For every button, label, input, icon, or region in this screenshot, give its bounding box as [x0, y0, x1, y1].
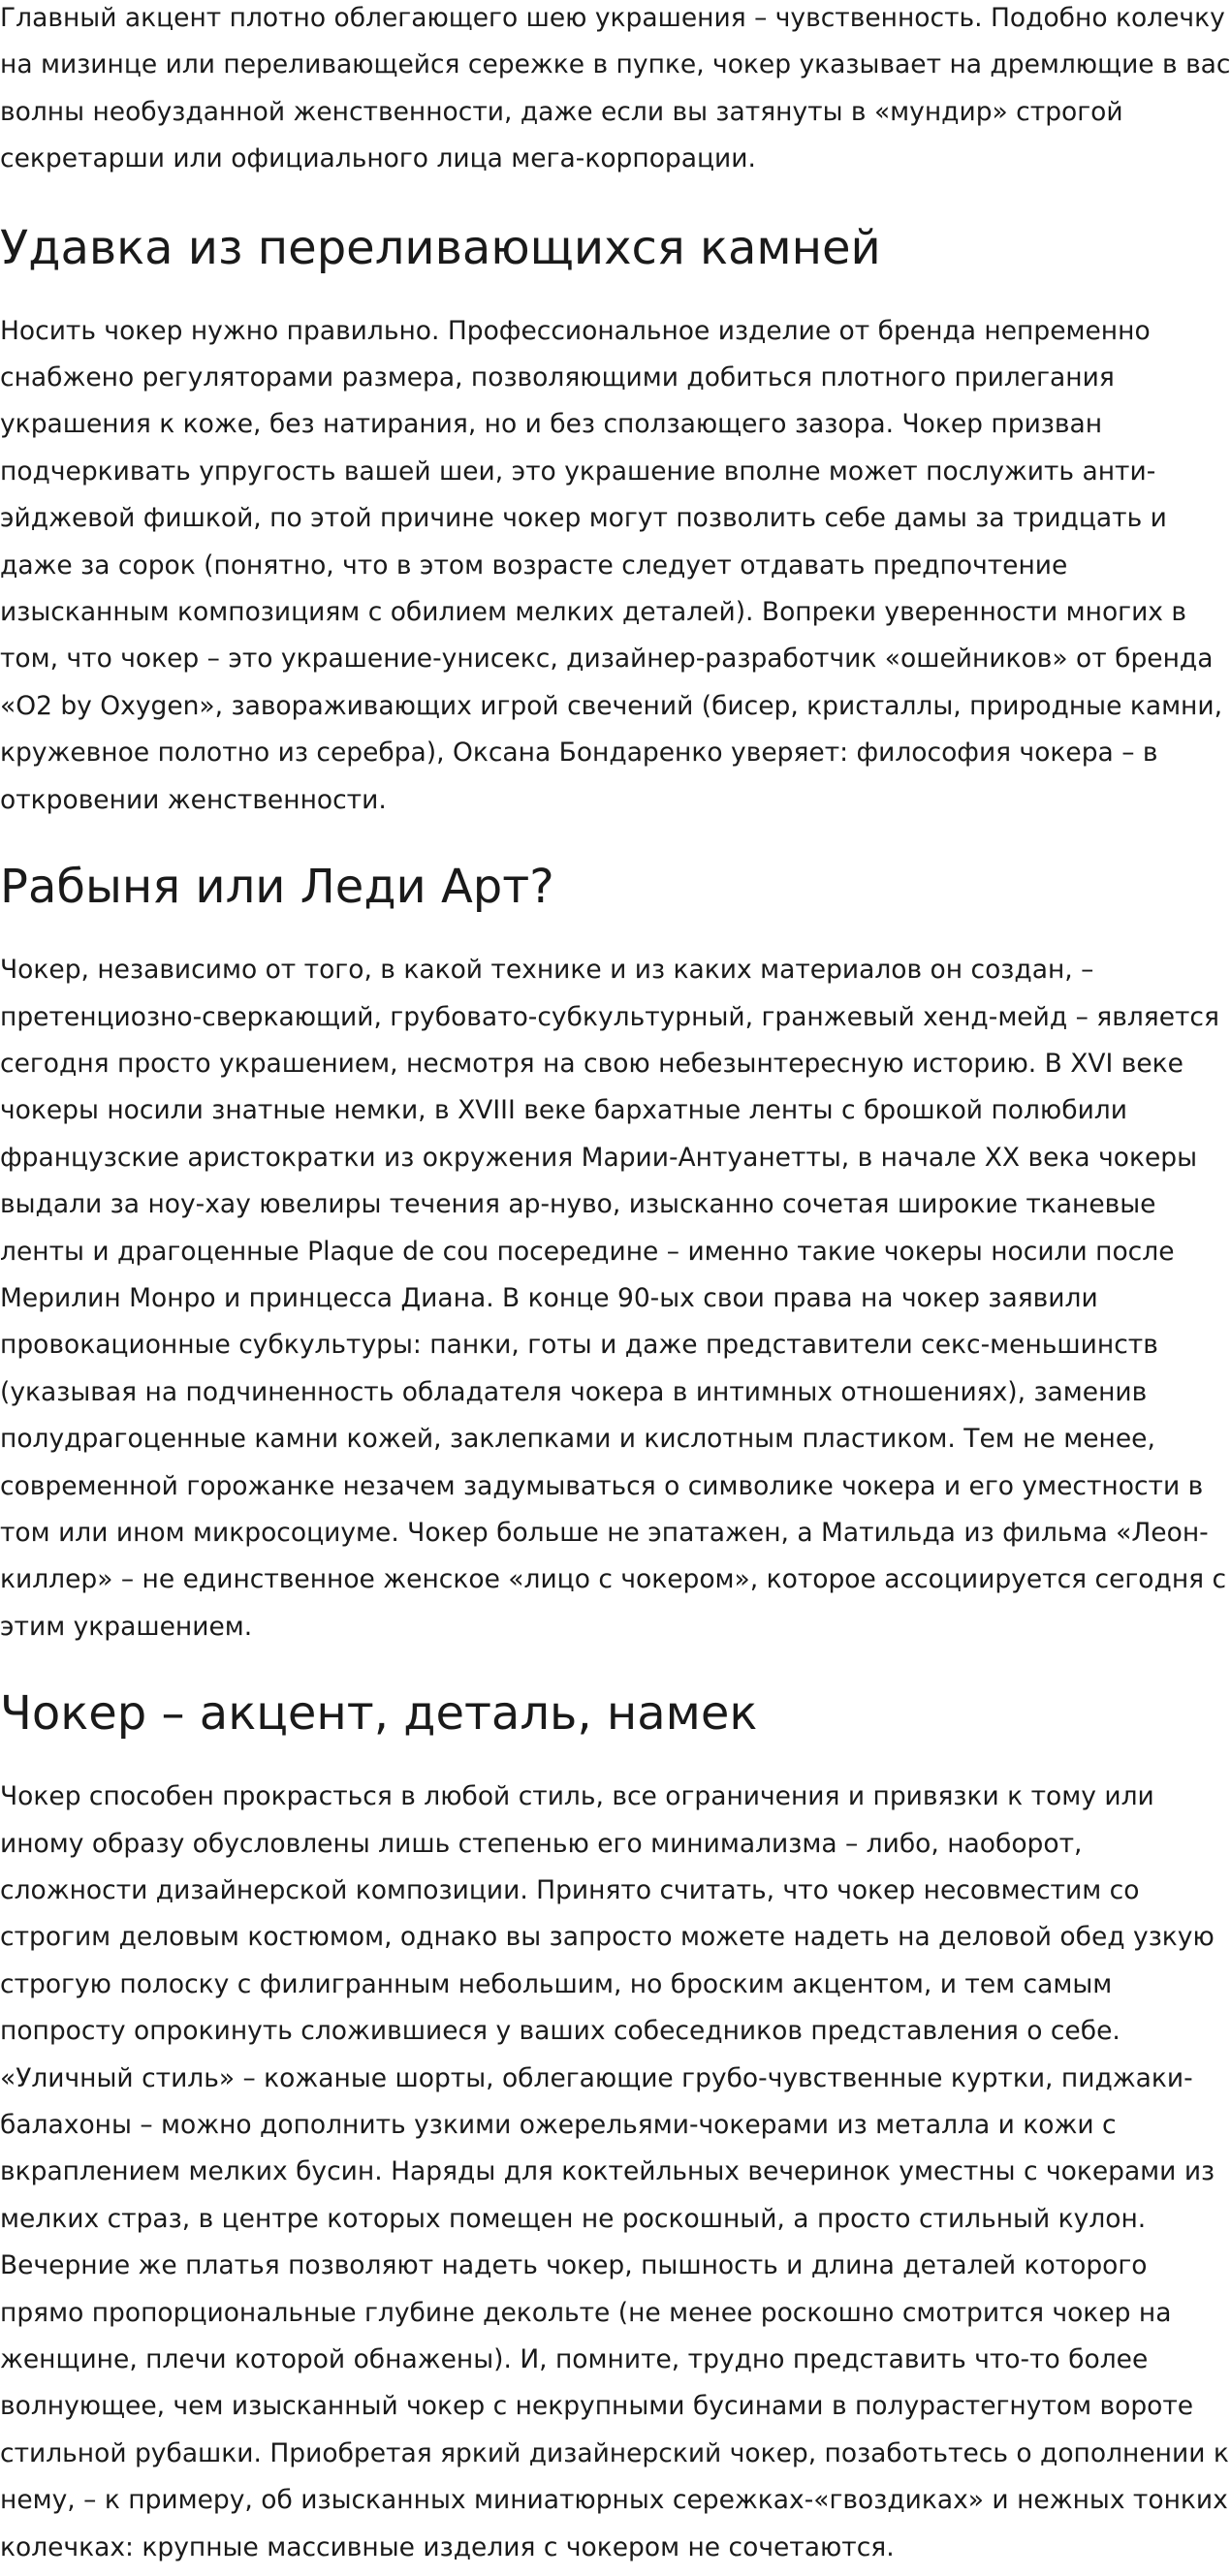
section-heading-history: Рабыня или Леди Арт? — [0, 860, 554, 915]
section-paragraph-styling: Чокер способен прокрасться в любой стиль, все ограничения и привязки к тому или иному образу обусловлены лишь степенью его минимализма – либо, наоборот, сложности дизайнерской композиции. Принято считать, что чокер несовместим со строгим деловым костюмом, однако вы запросто можете надеть на деловой обед узкую строгую полоску с филигранным небольшим, но броским акцентом, и тем самым попросту опрокинуть сложившиеся у ваших собеседников представления о себе. «Уличный стиль» – кожаные шорты, облегающие грубо-чувственные куртки, пиджаки-балахоны – можно дополнить узкими ожерельями-чокерами из металла и кожи с вкраплением мелких бусин. Наряды для коктейльных вечеринок уместны с чокерами из мелких страз, в центре которых помещен не роскошный, а просто стильный кулон. Вечерние же платья позволяют надеть чокер, пышность и длина деталей которого прямо пропорциональные глубине декольте (не менее роскошно смотрится чокер на женщине, плечи которой обнажены). И, помните, трудно представить что-то более волнующее, чем изысканный чокер с некрупными бусинами в полурастегнутом вороте стильной рубашки. Приобретая яркий дизайнерский чокер, позаботьтесь о дополнении к нему, – к примеру, об изысканных миниатюрных сережках-«гвоздиках» и нежных тонких колечках: крупные массивные изделия с чокером не сочетаются. — [0, 1781, 1229, 2562]
section-paragraph-stones: Носить чокер нужно правильно. Профессиональное изделие от бренда непременно снабжено регуляторами размера, позволяющими добиться плотного прилегания украшения к коже, без натирания, но и без сползающего зазора. Чокер призван подчеркивать упругость вашей шеи, это украшение вполне может послужить анти-эйджевой фишкой, по этой причине чокер могут позволить себе дамы за тридцать и даже за сорок (понятно, что в этом возрасте следует отдавать предпочтение изысканным композициям с обилием мелких деталей). Вопреки уверенности многих в том, что чокер – это украшение-унисекс, дизайнер-разработчик «ошейников» от бренда «O2 by Oxygen», завораживающих игрой свечений (бисер, кристаллы, природные камни, кружевное полотно из серебра), Оксана Бондаренко уверяет: философия чокера – в откровении женственности. — [0, 315, 1223, 815]
intro-paragraph: Главный акцент плотно облегающего шею украшения – чувственность. Подобно колечку на мизинце или переливающейся сережке в пупке, чокер указывает на дремлющие в вас волны необузданной женственности, даже если вы затянуты в «мундир» строгой секретарши или официального лица мега-корпорации. — [0, 3, 1231, 174]
section-heading-styling: Чокер – акцент, деталь, намек — [0, 1686, 758, 1742]
section-heading-stones: Удавка из переливающихся камней — [0, 220, 881, 275]
section-paragraph-history: Чокер, независимо от того, в какой технике и из каких материалов он создан, – претенциозно-сверкающий, грубовато-субкультурный, гранжевый хенд-мейд – является сегодня просто украшением, несмотря на свою небезынтересную историю. В XVI веке чокеры носили знатные немки, в XVIII веке бархатные ленты с брошкой полюбили французские аристократки из окружения Марии-Антуанетты, в начале XX века чокеры выдали за ноу-хау ювелиры течения ар-нуво, изысканно сочетая широкие тканевые ленты и драгоценные Plaque de cou посередине – именно такие чокеры носили после Мерилин Монро и принцесса Диана. В конце 90-ых свои права на чокер заявили провокационные субкультуры: панки, готы и даже представители секс-меньшинств (указывая на подчиненность обладателя чокера в интимных отношениях), заменив полудрагоценные камни кожей, заклепками и кислотным пластиком. Тем не менее, современной горожанке незачем задумываться о символике чокера и его уместности в том или ином микросоциуме. Чокер больше не эпатажен, а Матильда из фильма «Леон-киллер» – не единственное женское «лицо с чокером», которое ассоциируется сегодня с этим украшением. — [0, 955, 1227, 1642]
